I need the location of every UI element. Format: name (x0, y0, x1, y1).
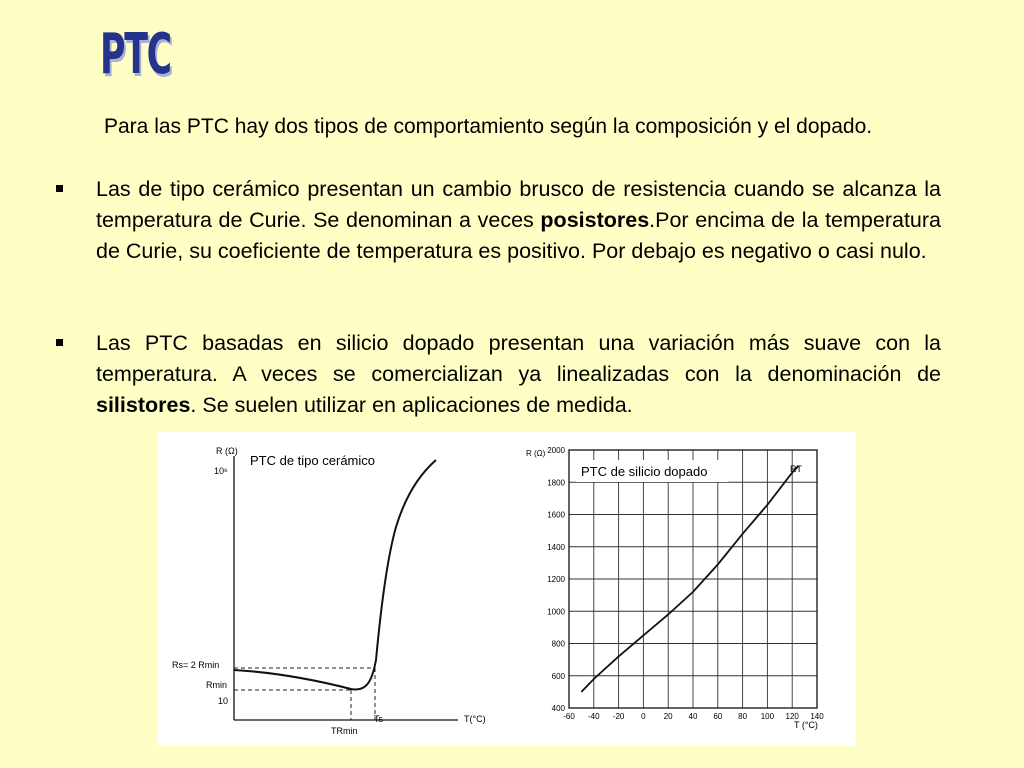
c2-xtick-label: 40 (688, 712, 698, 721)
slide-title: PTC (100, 22, 171, 87)
c1-title: PTC de tipo cerámico (250, 453, 375, 468)
c2-ytick-label: 1600 (547, 510, 565, 520)
c2-xtick-label: 140 (810, 712, 824, 721)
c2-yticks (547, 446, 565, 713)
c2-xticks (563, 712, 824, 721)
c2-xtick-label: 100 (760, 712, 775, 721)
c1-curve (234, 460, 436, 690)
c1-ytick-top: 10⁶ (214, 466, 228, 476)
bullet-ceramic-text-end: .Por encima de la temperatura de Curie, su coeficiente de temperatura es positivo. Por debajo es negativo o casi nulo. (96, 208, 941, 263)
c1-xlabel: T(°C) (464, 714, 486, 724)
bullet-square-icon (56, 185, 63, 192)
charts-figure (158, 432, 856, 746)
c2-ylabel: R (Ω) (526, 449, 546, 458)
bullet-silicon-term: silistores (96, 393, 191, 417)
c2-xtick-label: -60 (563, 712, 575, 721)
chart-ceramic (172, 446, 486, 736)
bullet-ceramic-text: Las de tipo cerámico presentan un cambio brusco de resistencia cuando se alcanza la temperatura de Curie. Se denominan a veces (96, 177, 941, 232)
bullet-silicon (96, 328, 941, 421)
c2-xtick-label: 120 (785, 712, 799, 721)
c2-xtick-label: 20 (663, 712, 673, 721)
charts-svg (158, 432, 856, 746)
c2-ytick-label: 1800 (547, 478, 565, 488)
c2-xtick-label: 0 (641, 712, 646, 721)
bullet-silicon-text-end: . Se suelen utilizar en aplicaciones de medida. (190, 393, 633, 417)
c2-ytick-label: 1200 (547, 575, 565, 584)
c2-xlabel: T (°C) (794, 720, 818, 730)
bullet-ceramic-term: posistores (540, 208, 650, 232)
c1-ymark-rmin: Rmin (206, 680, 228, 690)
c2-ytick-label: 600 (551, 671, 565, 681)
c2-series-label: RT (790, 464, 802, 474)
chart-silicon (526, 446, 824, 730)
c2-xtick-label: 80 (738, 712, 748, 721)
c2-title: PTC de silicio dopado (581, 464, 708, 479)
c2-ytick-label: 1000 (547, 607, 565, 617)
c2-xtick-label: -40 (588, 712, 600, 721)
bullet-square-icon (56, 339, 63, 346)
c2-ytick-label: 800 (551, 639, 565, 649)
c1-ymark-rs: Rs= 2 Rmin (172, 660, 220, 670)
c2-ytick-label: 1400 (547, 542, 565, 552)
c2-ytick-label: 400 (551, 704, 565, 713)
c2-ytick-label: 2000 (547, 446, 565, 455)
c1-xmark-trmin: TRmin (331, 726, 358, 736)
c2-xtick-label: -20 (612, 712, 625, 721)
bullet-silicon-text: Las PTC basadas en silicio dopado presentan una variación más suave con la temperatura. A veces se comercializan ya linealizadas con la denominación de (96, 331, 941, 386)
bullet-ceramic (96, 174, 941, 267)
c1-ylabel: R (Ω) (216, 446, 238, 456)
c2-xtick-label: 60 (713, 712, 723, 721)
c1-ytick-bottom: 10 (218, 696, 229, 706)
intro-text: Para las PTC hay dos tipos de comportamiento según la composición y el dopado. (104, 115, 873, 138)
c1-xmark-ts: Ts (374, 714, 383, 724)
